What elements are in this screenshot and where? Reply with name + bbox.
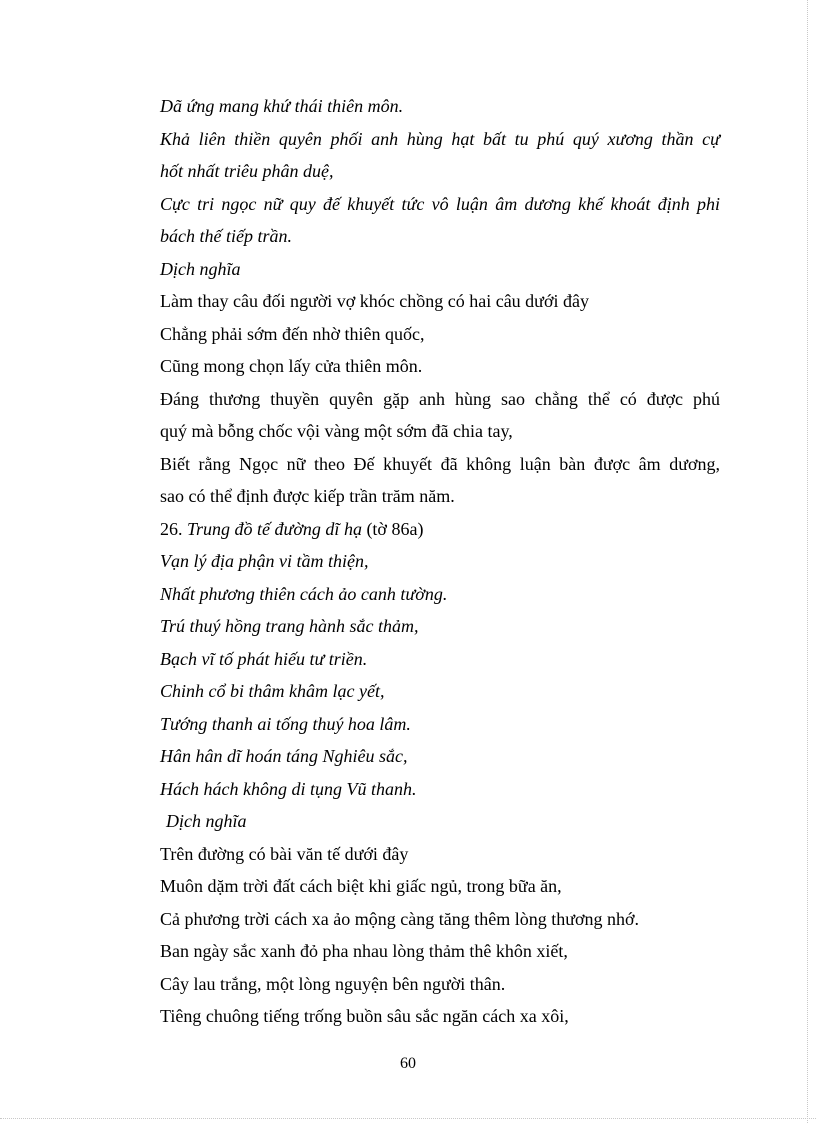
page-border-bottom: [0, 1118, 816, 1119]
page-border-right: [807, 0, 808, 1123]
poem-line: Nhất phương thiên cách ảo canh tường.: [160, 583, 448, 604]
poem-line: Hách hách không di tụng Vũ thanh.: [160, 778, 417, 799]
poem-line: Vạn lý địa phận vi tầm thiện,: [160, 551, 369, 571]
translation-line: Chẳng phải sớm đến nhờ thiên quốc,: [160, 323, 425, 344]
poem-line: bách thế tiếp trần.: [160, 226, 292, 246]
poem-line: Bạch vĩ tố phát hiếu tư triền.: [160, 648, 368, 669]
page-number: 60: [400, 1055, 416, 1072]
section-label: Dịch nghĩa: [160, 258, 241, 279]
translation-line: Biết rằng Ngọc nữ theo Đế khuyết đã không luận bàn được âm dương,: [160, 453, 720, 474]
translation-line: Cả phương trời cách xa ảo mộng càng tăng thêm lòng thương nhớ.: [160, 908, 639, 929]
translation-line: Tiêng chuông tiếng trống buồn sâu sắc ngăn cách xa xôi,: [160, 1006, 569, 1026]
poem-line: Chinh cổ bi thâm khâm lạc yết,: [160, 681, 385, 701]
poem-line: Dã ứng mang khứ thái thiên môn.: [160, 96, 404, 116]
translation-line: Đáng thương thuyền quyên gặp anh hùng sao chẳng thể có được phú: [160, 388, 720, 409]
page-body: [160, 90, 720, 1033]
translation-line: Trên đường có bài văn tế dưới đây: [160, 843, 409, 864]
poem-line: Khả liên thiền quyên phối anh hùng hạt bất tu phú quý xương thần cự: [160, 128, 720, 149]
translation-line: Cây lau trắng, một lòng nguyện bên người thân.: [160, 973, 506, 994]
translation-line: Ban ngày sắc xanh đỏ pha nhau lòng thảm thê khôn xiết,: [160, 941, 568, 961]
translation-line: Cũng mong chọn lấy cửa thiên môn.: [160, 356, 423, 376]
poem-line: Tướng thanh ai tống thuý hoa lâm.: [160, 713, 411, 734]
poem-line: hốt nhất triêu phân duệ,: [160, 161, 334, 181]
poem-heading-ref: (tờ 86a): [366, 518, 424, 539]
translation-line: Muôn dặm trời đất cách biệt khi giấc ngủ, trong bữa ăn,: [160, 876, 562, 896]
poem-heading-number: 26.: [160, 518, 183, 539]
poem-heading-title: Trung đồ tế đường dĩ hạ: [187, 518, 362, 539]
translation-line: sao có thể định được kiếp trần trăm năm.: [160, 486, 455, 506]
translation-line: quý mà bỗng chốc vội vàng một sớm đã chia tay,: [160, 421, 513, 441]
section-label: Dịch nghĩa: [166, 811, 247, 831]
translation-line: Làm thay câu đối người vợ khóc chồng có hai câu dưới đây: [160, 291, 589, 311]
poem-line: Hân hân dĩ hoán táng Nghiêu sắc,: [160, 746, 408, 766]
poem-line: Trú thuý hồng trang hành sắc thảm,: [160, 616, 419, 636]
poem-heading: [160, 513, 720, 546]
poem-line: Cực tri ngọc nữ quy đế khuyết tức vô luận âm dương khế khoát định phi: [160, 193, 720, 214]
